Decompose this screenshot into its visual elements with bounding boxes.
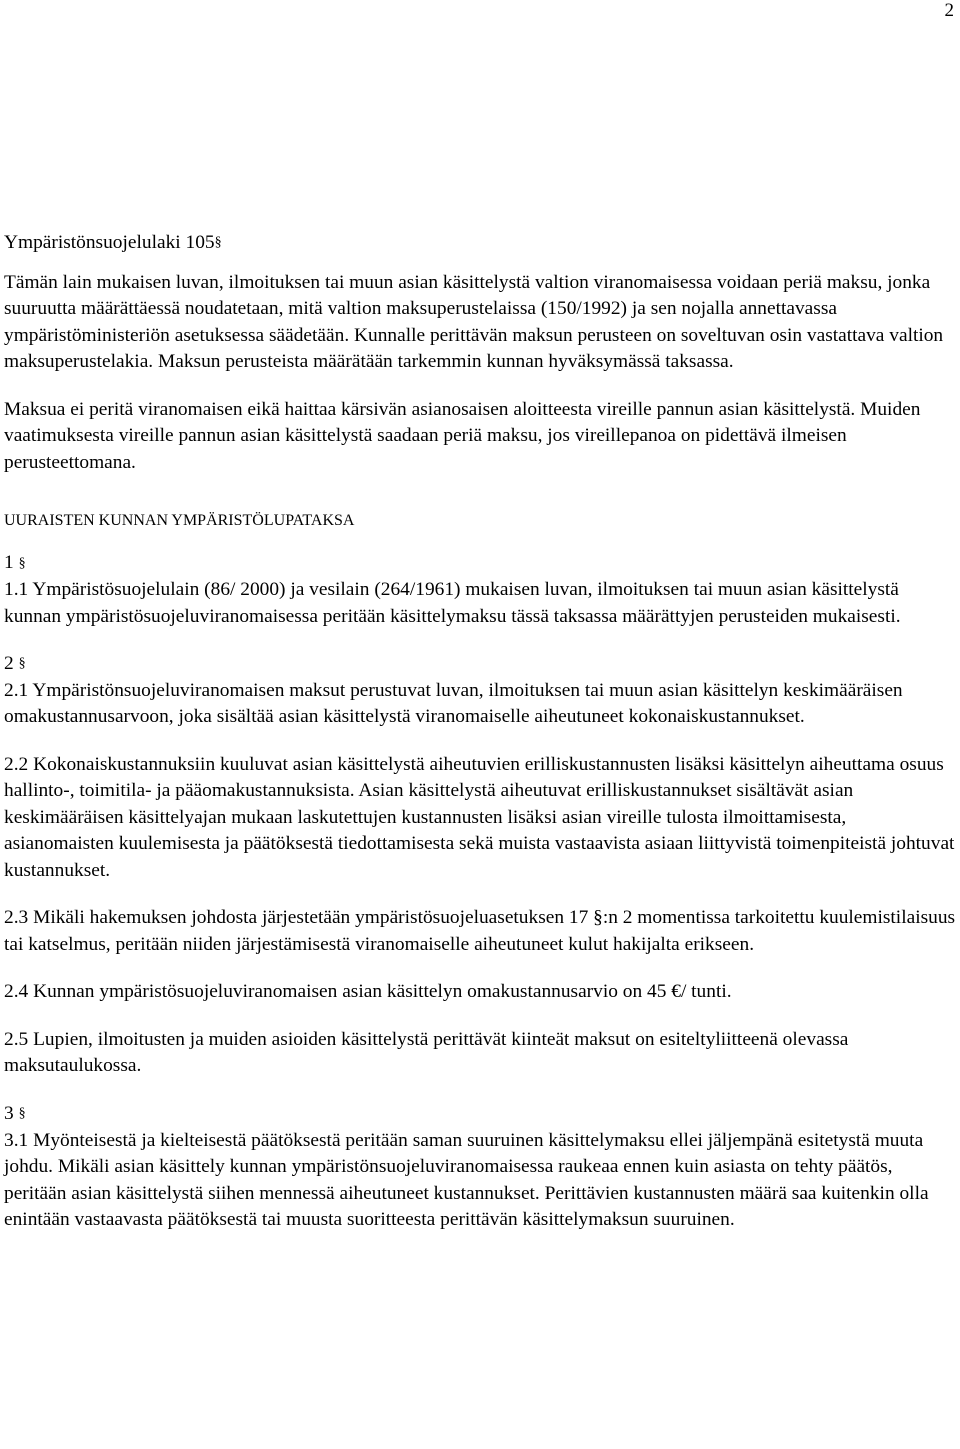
title-text: Ympäristönsuojelulaki 105: [4, 232, 215, 253]
intro-paragraph-2: Maksua ei peritä viranomaisen eikä haittaa kärsivän asianosaisen aloitteesta vireille pannun asian käsittelystä. Muiden vaatimuksesta vireille pannun asian käsittelystä saadaan periä maksu, jos vireillepanoa on pidettävä ilmeisen perusteettomana.: [4, 398, 921, 473]
paragraph-2-1: 2.1 Ympäristönsuojeluviranomaisen maksut perustuvat luvan, ilmoituksen tai muun asian käsittelyn keskimääräisen omakustannusarvoon, joka sisältää asian käsittelystä viranomaiselle aiheutuneet kokonaiskustannukset.: [4, 679, 903, 728]
section-mark: §: [18, 656, 26, 672]
paragraph-2-5: 2.5 Lupien, ilmoitusten ja muiden asioiden käsittelystä perittävät kiinteät maksut on esiteltyliitteenä olevassa maksutaulukossa.: [4, 1028, 849, 1077]
section-mark: §: [18, 1106, 26, 1122]
paragraph-1-1: 1.1 Ympäristösuojelulain (86/ 2000) ja vesilain (264/1961) mukaisen luvan, ilmoituksen tai muun asian käsittelystä kunnan ympäristösuojeluviranomaisessa peritään käsittelymaksu tässä taksassa määrättyjen perusteiden mukaisesti.: [4, 579, 901, 627]
section-2-number: [4, 651, 959, 678]
section-number-text: 1: [4, 552, 14, 574]
taksa-heading: UURAISTEN KUNNAN YMPÄRISTÖLUPATAKSA: [4, 512, 355, 530]
section-1-number: [4, 550, 959, 577]
paragraph-3-1: 3.1 Myönteisestä ja kielteisestä päätöksestä peritään saman suuruinen käsittelymaksu ellei jäljempänä esitetystä muuta johdu. Mikäli asian käsittely kunnan ympäristönsuojeluviranomaisessa raukeaa ennen kuin asiasta on tehty päätös, peritään asian käsittelystä siihen mennessä aiheutuneet kustannukset. Perittävien kustannusten määrä saa kuitenkin olla enintään vastaavasta päätöksestä tai muusta suoritteesta perittävän käsittelymaksun suuruinen.: [4, 1129, 929, 1231]
section-mark: §: [214, 235, 222, 251]
section-mark: §: [18, 555, 26, 571]
intro-paragraph-1: Tämän lain mukaisen luvan, ilmoituksen tai muun asian käsittelystä valtion viranomaisessa voidaan periä maksu, jonka suuruutta määrättäessä noudatetaan, mitä valtion maksuperustelaissa (150/1992) ja sen nojalla annettavassa ympäristöministeriön asetuksessa säädetään. Kunnalle perittävän maksun perusteen on soveltuvan osin vastattava valtion maksuperustelakia. Maksun perusteista määrätään tarkemmin kunnan hyväksymässä taksassa.: [4, 271, 944, 373]
document-title: [4, 230, 959, 257]
section-3-number: [4, 1101, 959, 1128]
document-body: [4, 230, 959, 1255]
paragraph-2-3: 2.3 Mikäli hakemuksen johdosta järjestetään ympäristösuojeluasetuksen 17 §:n 2 momentissa tarkoitettu kuulemistilaisuus tai katselmus, peritään niiden järjestämisestä viranomaiselle aiheutuneet kulut hakijalta erikseen.: [4, 907, 956, 955]
paragraph-2-2: 2.2 Kokonaiskustannuksiin kuuluvat asian käsittelystä aiheutuvien erilliskustannusten lisäksi käsittelyn aiheuttama osuus hallinto-, toimitila- ja pääomakustannuksista. Asian käsittelystä aiheutuvat erilliskustannukset sisältävät asian keskimääräisen käsittelyajan mukaan laskutettujen kustannusten lisäksi asian vireille tulosta ilmoittamisesta, asianomaisten kuulemisesta ja päätöksestä tiedottamisesta sekä muista vastaavista asiaan liittyvistä toimenpiteistä johtuvat kustannukset.: [4, 753, 955, 881]
section-number-text: 3: [4, 1102, 14, 1124]
page-number: 2: [944, 0, 954, 21]
section-number-text: 2: [4, 653, 14, 675]
paragraph-2-4: 2.4 Kunnan ympäristösuojeluviranomaisen asian käsittelyn omakustannusarvio on 45 €/ tunti.: [4, 981, 732, 1003]
